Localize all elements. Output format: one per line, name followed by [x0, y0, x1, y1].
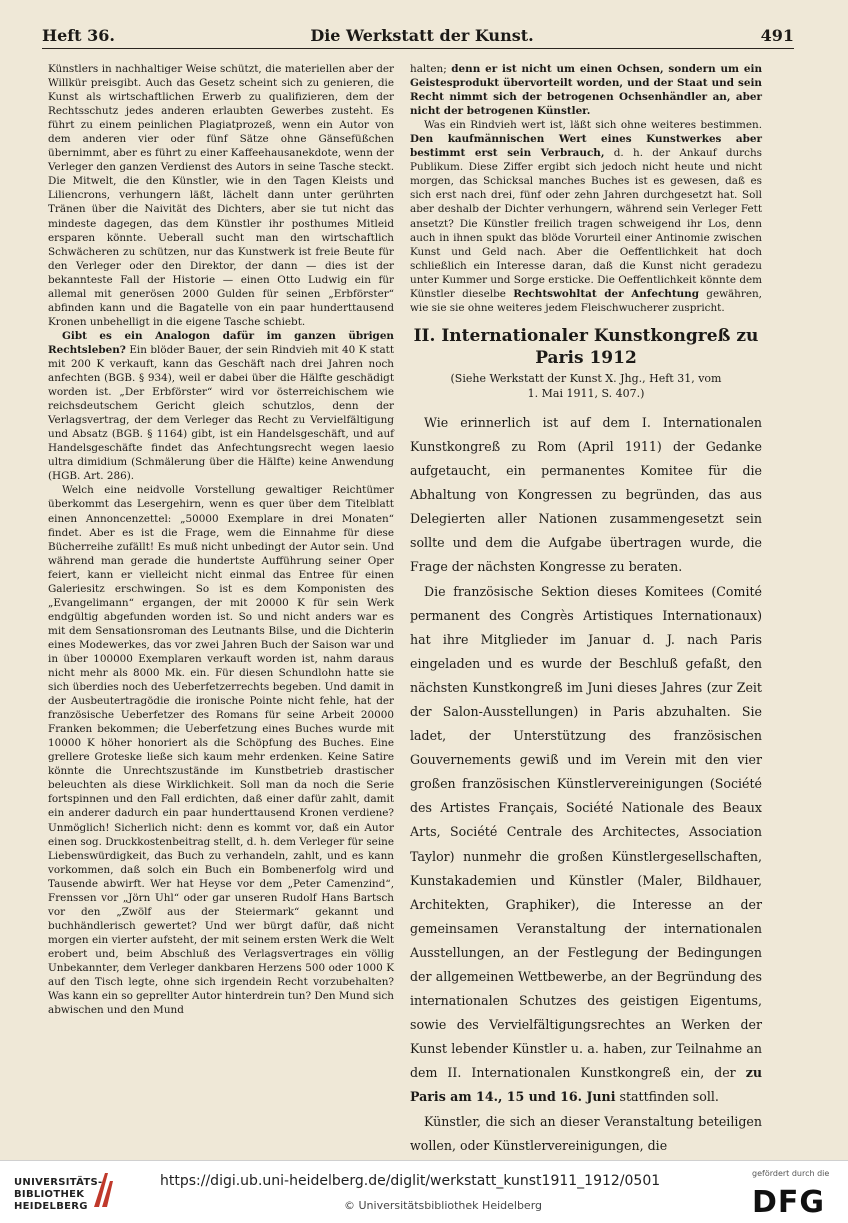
issue-number: Heft 36. — [42, 26, 115, 45]
library-name-line: HEIDELBERG — [14, 1201, 88, 1212]
digitization-footer — [0, 1160, 848, 1223]
section-reference-line: (Siehe Werkstatt der Kunst X. Jhg., Heft 31, vom — [450, 371, 722, 385]
library-name-line: UNIVERSITÄTS- — [14, 1177, 103, 1188]
right-column — [410, 62, 762, 1158]
paragraph-text: Was ein Rindvieh wert ist, läßt sich ohne weiteres bestimmen. — [424, 119, 762, 132]
section-heading — [410, 325, 762, 369]
paragraph-text: gewähren, wie sie sie ohne weiteres jedem Fleischwucherer zuspricht. — [410, 287, 762, 314]
paragraph-text: d. h. der Ankauf durchs Publikum. Diese Ziffer ergibt sich jedoch nicht heute und nicht morgen, das Schicksal manches Buches ist es gewesen, daß es sich erst nach drei, fünf oder zehn Jahren durchgesetzt hat. Soll aber deshalb der Dichter verhungern, während sein Verleger Fett ansetzt? Die Künstler freilich tragen schweigend ihr Los, denn auch in ihnen spukt das blöde Vorurteil einer Antinomie zwischen Kunst und Geld nach. Aber die Oeffentlichkeit hat doch schließlich ein Interesse daran, daß die Kunst nicht geradezu unter Kummer und Sorge ersticke. Die Oeffentlichkeit könnte dem Künstler dieselbe — [410, 147, 762, 300]
dfg-caption-line: gefördert durch die — [752, 1169, 830, 1178]
paragraph-text: halten; — [410, 63, 452, 75]
section-reference — [410, 371, 762, 401]
dfg-logo: DFG — [752, 1185, 826, 1220]
paragraph: Wie erinnerlich ist auf dem I. Internationalen Kunstkongreß zu Rom (April 1911) der Gedanke aufgetaucht, ein permanentes Komitee für die Abhaltung von Kongressen zu begründen, das aus Delegierten aller Nationen zusammengesetzt sein sollte und dem die Aufgabe übertragen wurde, die Frage der nächsten Kongresse zu beraten. — [410, 414, 762, 575]
library-name-line: BIBLIOTHEK — [14, 1189, 85, 1200]
library-emblem-icon — [92, 1169, 118, 1209]
copyright-notice: © Universitätsbibliothek Heidelberg — [344, 1199, 543, 1212]
journal-title: Die Werkstatt der Kunst. — [310, 26, 534, 45]
bold-phrase: zu Paris am 14., 15 und 16. Juni — [410, 1065, 762, 1105]
paragraph-text: Die französische Sektion dieses Komitees (Comité permanent des Congrès Artistiques Internationaux) hat ihre Mitglieder im Januar d. J. nach Paris eingeladen und es wurde der Beschluß gefaßt, den nächsten Kunstkongreß im Juni dieses Jahres (zur Zeit der Salon-Ausstellungen) in Paris abzuhalten. Sie ladet, der Unterstützung des französischen Gouvernements gewiß und im Verein mit den vier großen französischen Künstlervereinigungen (Société des Artistes Français, Société Nationale des Beaux Arts, Société Centrale des Architectes, Association Taylor) nunmehr die großen Künstlergesellschaften, Kunstakademien und Künstler (Maler, Bildhauer, Architekten, Graphiker), die Interesse an der gemeinsamen Veranstaltung der internationalen Ausstellungen, an der Festlegung der Bedingungen der allgemeinen Wettbewerbe, an der Begründung des internationalen Schutzes des geistigen Eigentums, sowie des Vervielfältigungsrechtes an Werken der Kunst lebender Künstler u. a. haben, zur Teilnahme an dem II. Internationalen Kunstkongreß ein, der — [410, 583, 762, 1081]
library-logo — [14, 1177, 144, 1213]
paragraph — [410, 62, 762, 118]
permalink[interactable] — [160, 1173, 660, 1189]
section-heading-line: II. Internationaler Kunstkongreß zu — [413, 325, 759, 346]
section-heading-line: Paris 1912 — [535, 347, 637, 368]
bold-phrase: denn er ist nicht um einen Ochsen, sondern um ein Geistesprodukt übervorteilt worden, und der Staat und sein Recht nimmt sich der betrogenen Ochsenhändler an, aber nicht der betrogenen Künstler. — [410, 63, 763, 118]
paragraph: Welch eine neidvolle Vorstellung gewaltiger Reichtümer überkommt das Lesergehirn, wenn es quer über dem Titelblatt einen Annoncenzettel: „50000 Exemplare in drei Monaten“ findet. Aber es ist die Frage, wem die Einnahme für diese Bücherreihe zufällt! Es muß nicht unbedingt der Autor sein. Und während man gerade die hundertste Aufführung seiner Oper feiert, kann er vielleicht nicht einmal das Entree für einen Galeriesitz erschwingen. So ist es dem Komponisten des „Evangelimann“ ergangen, der mit 20000 K für sein Werk endgültig abgefunden worden ist. So und nicht anders war es mit dem Sensationsroman des Leutnants Bilse, und die Dichterin eines Modewerkes, das vor zwei Jahren Buch der Saison war und in über 100000 Exemplaren verkauft worden ist, nahm daraus nicht mehr als 8000 Mk. ein. Für diesen Schundlohn hatte sie sich überdies noch des Ueberfetzerrechts begeben. Und damit in der Ausbeutertragödie die ironische Pointe nicht fehle, hat der französische Ueberfetzer des Romans für seine Arbeit 20000 Franken bekommen; die Ueberfetzung eines Buches wurde mit 10000 K höher honoriert als die Schöpfung des Buches. Eine grellere Groteske ließe sich kaum mehr erdenken. Keine Satire könnte die Unrechtszustände im Kunstbetrieb drastischer beleuchten als diese Wirklichkeit. Soll man da noch die Serie fortspinnen und den Fall erdichten, daß einer dafür zahlt, damit ein anderer dadurch ein paar hunderttausend Kronen verdiene? Unmöglich! Sicherlich nicht: denn es kommt vor, daß ein Autor einen sog. Druckkostenbeitrag stellt, d. h. dem Verleger für seine Liebenswürdigkeit, das Buch zu verhandeln, zahlt, und es kann vorkommen, daß solch ein Buch ein Bombenerfolg wird und Tausende abwirft. Wer hat Heyse vor dem „Peter Camenzind“, Frenssen vor „Jörn Uhl“ oder gar unseren Rudolf Hans Bartsch vor den „Zwölf aus der Steiermark“ gekannt und buchhändlerisch gewertet? Und wer bürgt dafür, daß nicht morgen ein vierter aufsteht, der mit seinem ersten Werk die Welt erobert und, beim Abschluß des Verlagsvertrages ein völlig Unbekannter, dem Verleger dankbaren Herzens 500 oder 1000 K auf den Tisch legte, ohne sich irgendein Recht vorzubehalten? Was kann ein so geprellter Autor hinterdrein tun? Den Mund sich abwischen und den Mund — [48, 484, 394, 1017]
large-type-block — [410, 411, 762, 1158]
paragraph-text: stattfinden soll. — [615, 1089, 719, 1105]
bold-phrase: Gibt es ein Analogon dafür im ganzen übrigen Rechtsleben? — [48, 329, 394, 356]
paragraph — [410, 580, 762, 1110]
paragraph-text: Ein blöder Bauer, der sein Rindvieh mit 40 K statt mit 200 K verkauft, kann das Geschäft nach drei Jahren noch anfechten (BGB. § 934), weil er dabei über die Hälfte geschädigt worden ist. „Der Erbförster“ wird vor österreichischem wie reichsdeutschem Gericht gleich schutzlos, denn der Verlagsvertrag, der dem Verleger das Recht zu Vervielfältigung und Absatz (BGB. § 1164) gibt, ist ein Handelsgeschäft, und auf Handelsgeschäfte findet das Anfechtungsrecht wegen laesio ultra dimidium (Schmälerung über die Hälfte) keine Anwendung (HGB. Art. 286). — [48, 343, 394, 483]
page-number: 491 — [760, 26, 794, 45]
paragraph: Künstler, die sich an dieser Veranstaltung beteiligen wollen, oder Künstlervereinigungen, die — [410, 1113, 762, 1153]
bold-phrase: Rechtswohltat der Anfechtung — [513, 287, 699, 300]
permalink-link[interactable]: https://digi.ub.uni-heidelberg.de/diglit/werkstatt_kunst1911_1912/0501 — [160, 1173, 661, 1189]
dfg-caption — [752, 1169, 829, 1179]
section-reference-line: 1. Mai 1911, S. 407.) — [527, 386, 645, 400]
bold-phrase: Den kaufmännischen Wert eines Kunstwerkes aber bestimmt erst sein Verbrauch, — [410, 133, 762, 160]
paragraph: Künstlers in nachhaltiger Weise schützt, die materiellen aber der Willkür preisgibt. Auch das Gesetz scheint sich zu genieren, die Kunst als wirtschaftlichen Erwerb zu qualifizieren, dem der Rechtsschutz jedes anderen erlaubten Gewerbes zusteht. Es führt zu einem peinlichen Plagiatprozeß, wenn ein Autor von dem anderen vier oder fünf Sätze ohne Gänsefüßchen übernimmt, aber es führt zu einer Kaffeehausanekdote, wenn der Verleger den ganzen Verdienst des Autors in seine Tasche steckt. Die Mitwelt, die den Künstler, wie in den Tagen Kleists und Liliencrons, verhungern läßt, lächelt dann unter gerührten Tränen über die Naivität des Dichters, aber sie tut nicht das mindeste dagegen, das dem Künstler ihr posthumes Mitleid ersparen könnte. Ueberall sucht man den wirtschaftlich Schwächeren zu schützen, nur das Kunstwerk ist freie Beute für den Verleger oder den Direktor, der dann — dies ist der bekannteste Fall der Historie — einen Otto Ludwig ein für allemal mit generösen 2000 Gulden für seinen „Erbförster“ abfinden kann und die Bagatelle von ein paar hunderttausend Kronen unbehelligt in die eigene Tasche schiebt. — [48, 63, 394, 328]
paragraph — [48, 329, 394, 484]
left-column — [48, 62, 394, 1017]
running-header — [42, 26, 794, 49]
paragraph — [410, 118, 762, 315]
